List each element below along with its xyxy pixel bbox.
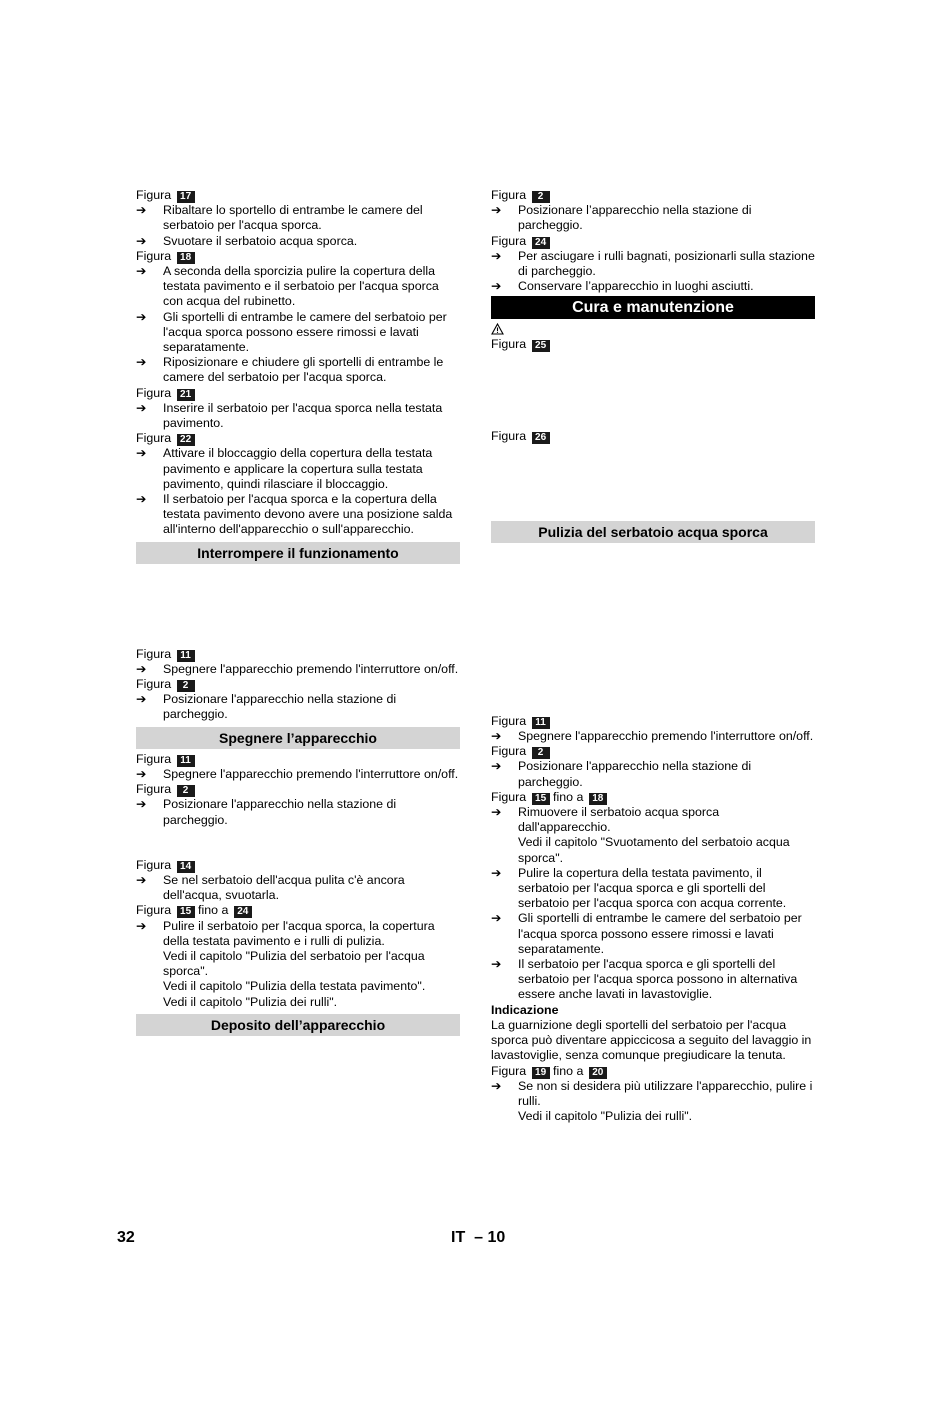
arrow-icon: ➔	[136, 918, 147, 933]
arrow-icon: ➔	[136, 233, 147, 248]
figure-ref: Figura 21	[136, 386, 460, 401]
instruction-item: ➔ Spegnere l'apparecchio premendo l'interruttore on/off.	[491, 729, 814, 744]
section-heading: Spegnere l’apparecchio	[136, 727, 460, 749]
figure-ref: Figura 22	[136, 431, 460, 446]
figure-badge: 21	[177, 389, 195, 401]
spacer	[491, 444, 815, 517]
section-heading: Interrompere il funzionamento	[136, 542, 460, 564]
arrow-icon: ➔	[491, 1078, 502, 1093]
figure-badge: 22	[177, 434, 195, 446]
instruction-item: ➔ Posizionare l'apparecchio nella stazione di parcheggio.	[491, 759, 752, 789]
spacer	[491, 546, 815, 714]
spacer	[491, 353, 815, 429]
arrow-icon: ➔	[136, 797, 147, 812]
instruction-item: ➔ Pulire il serbatoio per l'acqua sporca, la copertura della testata pavimento e i rulli di pulizia.	[136, 918, 435, 948]
figure-ref: Figura 17	[136, 188, 460, 203]
figure-badge: 2	[532, 191, 550, 203]
instruction-item: ➔ Il serbatoio per l'acqua sporca e la copertura della testata pavimento devono avere una posizione salda all'interno dell'apparecchio o sull'apparecchio.	[136, 492, 453, 537]
instruction-item: ➔ Svuotare il serbatoio acqua sporca.	[136, 233, 358, 248]
arrow-icon: ➔	[136, 661, 147, 676]
figure-badge: 17	[177, 191, 195, 203]
figure-badge: 2	[177, 785, 195, 797]
instruction-item: ➔ Posizionare l’apparecchio nella stazione di parcheggio.	[491, 203, 752, 233]
figure-ref: Figura 25	[491, 337, 815, 352]
arrow-icon: ➔	[491, 911, 502, 926]
instruction-item: ➔ Ribaltare lo sportello di entrambe le camere del serbatoio per l'acqua sporca.	[136, 203, 423, 233]
figure-badge: 2	[532, 747, 550, 759]
figure-ref: Figura 18	[136, 249, 460, 264]
page-number: 32	[117, 1229, 135, 1246]
instruction-item: ➔ Inserire il serbatoio per l'acqua sporca nella testata pavimento.	[136, 400, 443, 431]
reference-text: Vedi il capitolo "Svuotamento del serbatoio acqua sporca".	[518, 835, 790, 865]
instruction-item: ➔ Attivare il bloccaggio della copertura della testata pavimento e applicare la copertura sulla testata pavimento, quindi rilasciare il bloccaggio.	[136, 446, 433, 491]
figure-ref: Figura 2	[491, 744, 815, 759]
figure-ref: Figura 19 fino a 20	[491, 1064, 815, 1079]
arrow-icon: ➔	[136, 400, 147, 415]
arrow-icon: ➔	[136, 264, 147, 279]
reference-text: Vedi il capitolo "Pulizia dei rulli".	[163, 994, 338, 1009]
figure-ref: Figura 11	[136, 752, 460, 767]
arrow-icon: ➔	[136, 872, 147, 887]
instruction-item: ➔ Conservare l’apparecchio in luoghi asciutti.	[491, 279, 754, 294]
figure-badge: 20	[589, 1067, 607, 1079]
instruction-item: ➔ Posizionare l'apparecchio nella stazione di parcheggio.	[136, 692, 397, 722]
arrow-icon: ➔	[136, 692, 147, 707]
figure-badge: 19	[532, 1067, 550, 1079]
figure-ref: Figura 24	[491, 234, 815, 249]
instruction-item: ➔ Per asciugare i rulli bagnati, posizionarli sulla stazione di parcheggio.	[491, 248, 815, 279]
instruction-item: ➔ Se nel serbatoio dell'acqua pulita c'è ancora dell'acqua, svuotarla.	[136, 872, 405, 903]
figure-ref: Figura 15 fino a 24	[136, 903, 460, 918]
figure-badge: 2	[177, 680, 195, 692]
instruction-item: ➔ Spegnere l'apparecchio premendo l'interruttore on/off.	[136, 766, 459, 781]
figure-ref: Figura 11	[136, 647, 460, 662]
instruction-item: ➔ Riposizionare e chiudere gli sportelli di entrambe le camere del serbatoio per l'acqua sporca.	[136, 355, 444, 385]
instruction-item: ➔ Spegnere l'apparecchio premendo l'interruttore on/off.	[136, 661, 459, 676]
figure-badge: 24	[532, 237, 550, 249]
reference-text: Vedi il capitolo "Pulizia dei rulli".	[518, 1109, 693, 1124]
warning-icon	[491, 322, 815, 337]
instruction-item: ➔ Il serbatoio per l'acqua sporca e gli sportelli del serbatoio per l'acqua sporca possono in alternativa essere anche lavati in lavastoviglie.	[491, 957, 798, 1002]
instruction-item: ➔ Pulire la copertura della testata pavimento, il serbatoio per l'acqua sporca e gli sportelli del serbatoio per l'acqua sporca con acqua corrente.	[491, 865, 787, 911]
instruction-item: ➔ Se non si desidera più utilizzare l'apparecchio, pulire i rulli.	[491, 1078, 813, 1108]
instruction-item: ➔ Gli sportelli di entrambe le camere del serbatoio per l'acqua sporca possono essere rimossi e lavati separatamente.	[491, 911, 802, 956]
figure-badge: 25	[532, 340, 550, 352]
right-column	[491, 188, 815, 1124]
figure-badge: 18	[589, 793, 607, 805]
note-title: Indicazione	[491, 1002, 559, 1017]
arrow-icon: ➔	[136, 492, 147, 507]
section-heading: Pulizia del serbatoio acqua sporca	[491, 521, 815, 543]
figure-badge: 11	[177, 650, 195, 662]
figure-badge: 15	[177, 906, 195, 918]
figure-badge: 14	[177, 861, 195, 873]
figure-ref: Figura 2	[491, 188, 815, 203]
figure-ref: Figura 2	[136, 782, 460, 797]
spacer	[136, 567, 460, 647]
figure-badge: 18	[177, 252, 195, 264]
reference-text: Vedi il capitolo "Pulizia del serbatoio per l'acqua sporca".	[163, 948, 425, 979]
figure-badge: 11	[532, 717, 550, 729]
arrow-icon: ➔	[136, 309, 147, 324]
figure-badge: 24	[234, 906, 252, 918]
arrow-icon: ➔	[136, 446, 147, 461]
arrow-icon: ➔	[491, 203, 502, 218]
figure-ref: Figura 14	[136, 858, 460, 873]
arrow-icon: ➔	[491, 279, 502, 294]
instruction-item: ➔ Rimuovere il serbatoio acqua sporca dall'apparecchio.	[491, 805, 720, 835]
figure-ref: Figura 26	[491, 429, 815, 444]
figure-ref: Figura 2	[136, 677, 460, 692]
note-text: La guarnizione degli sportelli del serbatoio per l'acqua sporca può diventare appiccicosa a seguito del lavaggio in lavastoviglie, senza comunque pregiudicare la tenuta.	[491, 1017, 812, 1063]
arrow-icon: ➔	[136, 203, 147, 218]
arrow-icon: ➔	[136, 766, 147, 781]
reference-text: Vedi il capitolo "Pulizia della testata pavimento".	[163, 979, 426, 994]
section-heading: Deposito dell’apparecchio	[136, 1014, 460, 1036]
figure-ref: Figura 11	[491, 714, 815, 729]
chapter-heading: Cura e manutenzione	[491, 296, 815, 319]
instruction-item: ➔ Gli sportelli di entrambe le camere del serbatoio per l'acqua sporca possono essere rimossi e lavati separatamente.	[136, 309, 447, 355]
arrow-icon: ➔	[491, 957, 502, 972]
arrow-icon: ➔	[491, 248, 502, 263]
figure-ref: Figura 15 fino a 18	[491, 790, 815, 805]
arrow-icon: ➔	[491, 865, 502, 880]
arrow-icon: ➔	[491, 805, 502, 820]
arrow-icon: ➔	[491, 729, 502, 744]
left-column	[136, 188, 460, 1039]
figure-badge: 26	[532, 432, 550, 444]
arrow-icon: ➔	[491, 759, 502, 774]
instruction-item: ➔ A seconda della sporcizia pulire la copertura della testata pavimento e il serbatoio per l'acqua sporca con acqua del rubinetto.	[136, 264, 439, 309]
arrow-icon: ➔	[136, 355, 147, 370]
spacer	[136, 828, 460, 858]
language-page-label: IT – 10	[451, 1229, 506, 1246]
instruction-item: ➔ Posizionare l'apparecchio nella stazione di parcheggio.	[136, 797, 397, 827]
figure-badge: 11	[177, 755, 195, 767]
figure-badge: 15	[532, 793, 550, 805]
